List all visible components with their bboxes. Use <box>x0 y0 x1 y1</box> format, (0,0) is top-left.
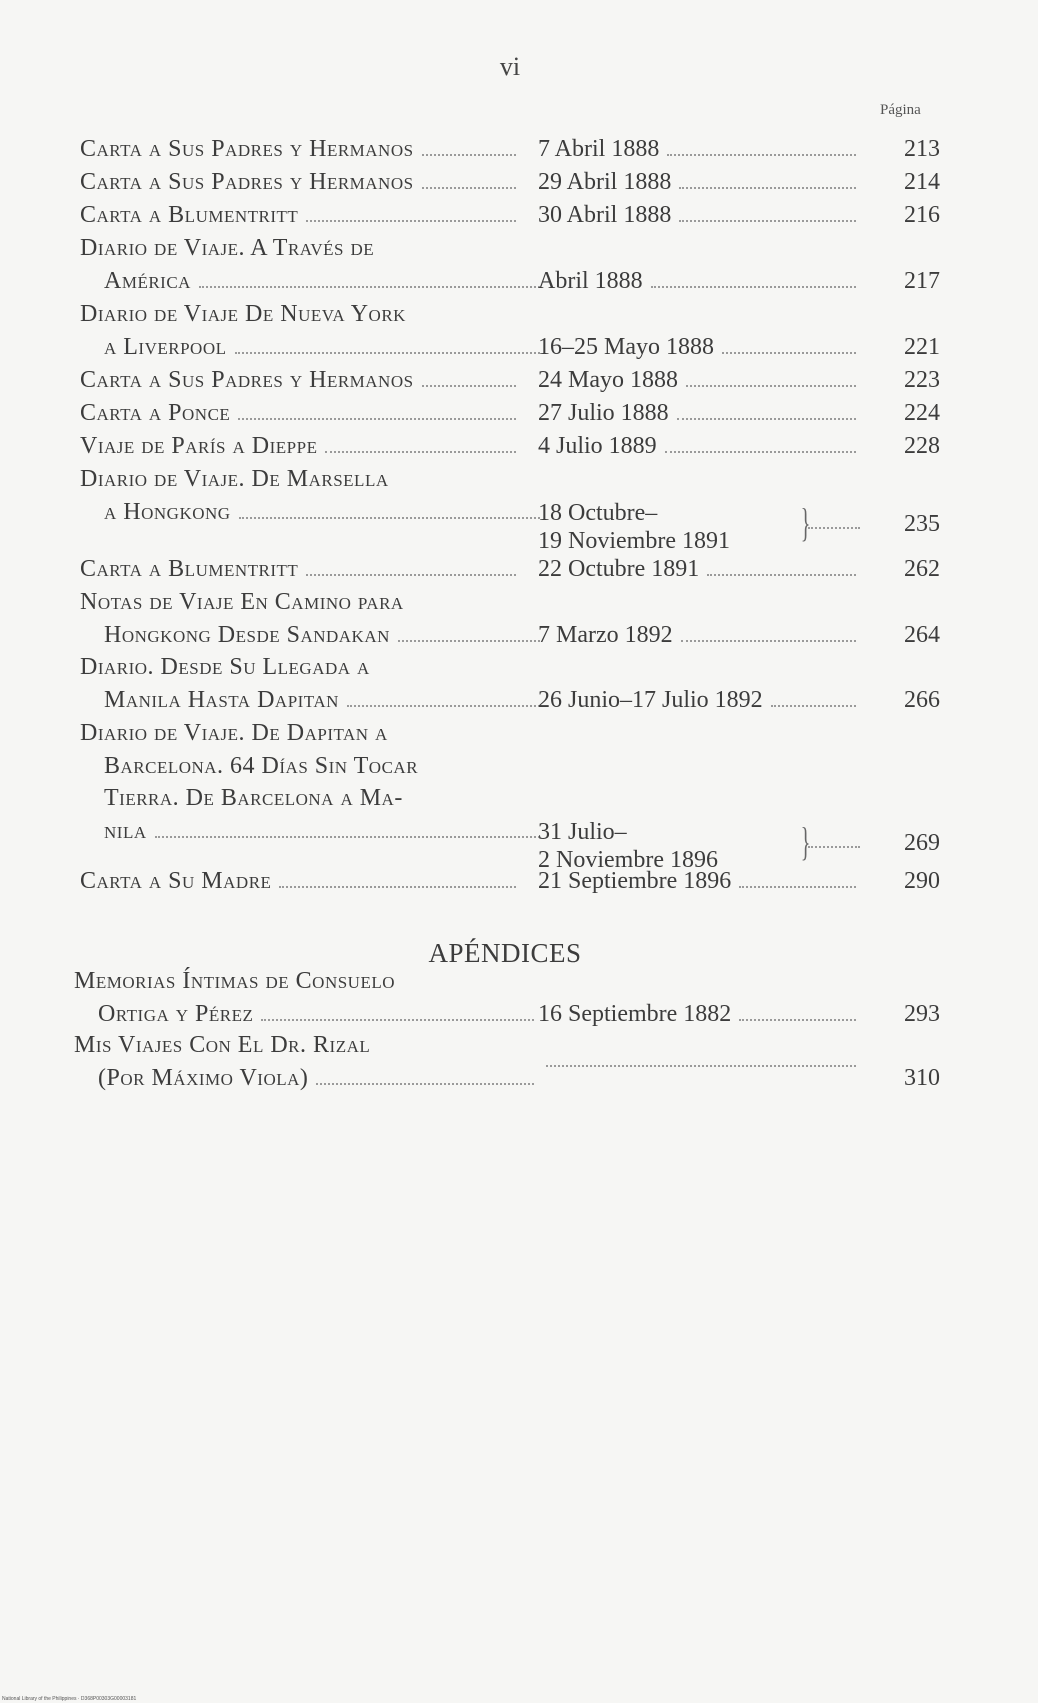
entry-title-text: Carta a Blumentritt <box>80 202 299 228</box>
entry-title-text: Diario de Viaje. De Marsella <box>80 466 389 492</box>
dot-leader <box>155 836 540 838</box>
entry-title-text: a Hongkong <box>104 498 231 525</box>
dot-leader <box>679 187 856 189</box>
footer-credit: National Library of the Philippines · D368P00303G00003181 <box>2 1696 137 1702</box>
entry-title-text: Memorias Íntimas de Consuelo <box>74 968 396 994</box>
entry-date <box>538 1001 860 1028</box>
brace-mark: } <box>800 499 811 545</box>
entry-title-line <box>104 818 544 845</box>
entry-page-number: 266 <box>904 686 940 713</box>
entry-title-line <box>104 622 544 649</box>
dot-leader <box>261 1019 534 1021</box>
entry-date-text: 16–25 Mayo 1888 <box>538 333 714 360</box>
entry-date-text: 30 Abril 1888 <box>538 202 672 228</box>
entry-date-text: 2 Noviembre 1896 <box>538 846 718 873</box>
entry-title-text: Diario de Viaje. De Dapitan a <box>80 720 388 746</box>
entry-page-number: 264 <box>904 621 940 648</box>
entry-title-text: Mis Viajes Con El Dr. Rizal <box>74 1032 371 1058</box>
dot-leader <box>739 1019 856 1021</box>
entry-date-range <box>538 499 860 555</box>
entry-title-line <box>80 466 520 493</box>
entry-date-text: 19 Noviembre 1891 <box>538 527 730 554</box>
dot-leader <box>679 220 856 222</box>
entry-date <box>538 202 860 229</box>
entry-title-line <box>80 400 520 427</box>
entry-date-text: 7 Marzo 1892 <box>538 621 673 648</box>
entry-title-text: nila <box>104 817 147 844</box>
dot-leader <box>546 1065 856 1067</box>
dot-leader <box>325 451 516 453</box>
entry-title-text: a Liverpool <box>104 333 227 360</box>
entry-date <box>538 687 860 714</box>
entry-page-number: 217 <box>904 267 940 294</box>
entry-date-text: 31 Julio– <box>538 818 627 845</box>
entry-title-line <box>98 1065 538 1092</box>
entry-title-line <box>104 268 544 295</box>
entry-title-line <box>80 136 520 163</box>
entry-date-range <box>538 818 860 874</box>
dot-leader <box>707 574 856 576</box>
entry-title-line <box>80 301 520 328</box>
dot-leader <box>239 517 540 519</box>
empty-date-leader <box>538 1065 860 1093</box>
entry-date-text: 7 Abril 1888 <box>538 136 660 162</box>
entry-title-text: Diario. Desde Su Llegada a <box>80 654 370 680</box>
entry-title-text: Barcelona. 64 Días Sin Tocar <box>104 752 419 779</box>
entry-date-text: 4 Julio 1889 <box>538 433 657 459</box>
entry-title-text: Carta a Sus Padres y Hermanos <box>80 136 414 162</box>
entry-title-text: Carta a Sus Padres y Hermanos <box>80 367 414 393</box>
entry-date <box>538 556 860 583</box>
dot-leader <box>398 640 540 642</box>
dot-leader <box>722 352 856 354</box>
entry-date <box>538 136 860 163</box>
entry-date <box>538 367 860 394</box>
entry-title-text: (Por Máximo Viola) <box>98 1064 309 1091</box>
entry-title-line <box>104 753 544 780</box>
entry-title-text: Carta a Sus Padres y Hermanos <box>80 169 414 195</box>
dot-leader <box>686 385 856 387</box>
dot-leader <box>651 286 856 288</box>
entry-page-number: 290 <box>904 868 940 894</box>
entry-title-text: Ortiga y Pérez <box>98 1000 254 1027</box>
entry-date-text: 24 Mayo 1888 <box>538 367 678 393</box>
dot-leader <box>665 451 856 453</box>
entry-title-line <box>80 720 520 747</box>
entry-date <box>538 433 860 460</box>
entry-title-text: Hongkong Desde Sandakan <box>104 621 390 648</box>
dot-leader <box>199 286 540 288</box>
entry-title-text: Diario de Viaje De Nueva York <box>80 301 406 327</box>
dot-leader <box>422 385 516 387</box>
entry-date-text: 29 Abril 1888 <box>538 169 672 195</box>
entry-title-line <box>80 367 520 394</box>
entry-title-text: Carta a Su Madre <box>80 868 272 894</box>
brace-mark: } <box>800 818 811 864</box>
dot-leader <box>681 640 856 642</box>
entry-page-number: 216 <box>904 202 940 228</box>
dot-leader <box>808 527 860 529</box>
dot-leader <box>422 187 516 189</box>
entry-date <box>538 400 860 427</box>
entry-date-text: 16 Septiembre 1882 <box>538 1000 732 1027</box>
entry-page-number: 214 <box>904 169 940 195</box>
entry-title-line <box>80 556 520 583</box>
dot-leader <box>771 705 856 707</box>
entry-title-line <box>80 433 520 460</box>
entry-date-text: 27 Julio 1888 <box>538 400 669 426</box>
dot-leader <box>306 220 516 222</box>
entry-page-number: 221 <box>904 333 940 360</box>
entry-date-text: 18 Octubre– <box>538 499 658 526</box>
entry-date <box>538 268 860 295</box>
entry-title-text: Carta a Blumentritt <box>80 556 299 582</box>
entry-title-text: Manila Hasta Dapitan <box>104 686 339 713</box>
dot-leader <box>316 1083 534 1085</box>
entry-page-number: 213 <box>904 136 940 162</box>
entry-date-text: 21 Septiembre 1896 <box>538 868 732 894</box>
entry-title-line <box>80 654 520 681</box>
entry-title-text: Notas de Viaje En Camino para <box>80 589 404 615</box>
entry-title-line <box>98 1001 538 1028</box>
dot-leader <box>279 886 516 888</box>
entry-title-line <box>80 169 520 196</box>
dot-leader <box>238 418 516 420</box>
dot-leader <box>422 154 516 156</box>
dot-leader <box>667 154 856 156</box>
entry-title-line <box>104 499 544 526</box>
entry-title-line <box>74 1032 514 1059</box>
entry-page-number: 269 <box>904 829 940 856</box>
entry-title-text: Carta a Ponce <box>80 400 231 426</box>
entry-date-text: 26 Junio–17 Julio 1892 <box>538 686 763 713</box>
dot-leader <box>235 352 541 354</box>
page-number: vi <box>499 52 521 81</box>
entry-date <box>538 622 860 649</box>
entry-page-number: 293 <box>904 1000 940 1027</box>
entry-page-number: 228 <box>904 433 940 459</box>
entry-date <box>538 169 860 196</box>
entry-title-text: Tierra. De Barcelona a Ma- <box>104 785 403 811</box>
dot-leader <box>739 886 856 888</box>
entry-page-number: 235 <box>904 510 940 537</box>
entry-title-line <box>80 202 520 229</box>
appendix-heading: APÉNDICES <box>428 938 582 968</box>
entry-date <box>538 334 860 361</box>
dot-leader <box>677 418 856 420</box>
entry-title-line <box>80 868 520 895</box>
entry-page-number: 262 <box>904 556 940 582</box>
entry-page-number: 310 <box>904 1064 940 1091</box>
entry-date-text: 22 Octubre 1891 <box>538 556 700 582</box>
entry-title-line <box>74 968 514 995</box>
entry-title-line <box>104 687 544 714</box>
page-column-header: Página <box>880 102 921 118</box>
entry-title-text: Diario de Viaje. A Través de <box>80 235 375 261</box>
entry-title-line <box>104 334 544 361</box>
dot-leader <box>808 846 860 848</box>
entry-title-text: Viaje de París a Dieppe <box>80 433 318 459</box>
dot-leader <box>347 705 540 707</box>
entry-date <box>538 868 860 895</box>
entry-title-line <box>80 235 520 262</box>
entry-date-text: Abril 1888 <box>538 267 643 294</box>
dot-leader <box>306 574 516 576</box>
entry-title-line <box>80 589 520 616</box>
entry-page-number: 223 <box>904 367 940 393</box>
entry-title-text: América <box>104 267 191 294</box>
entry-page-number: 224 <box>904 400 940 426</box>
entry-title-line <box>104 785 544 812</box>
